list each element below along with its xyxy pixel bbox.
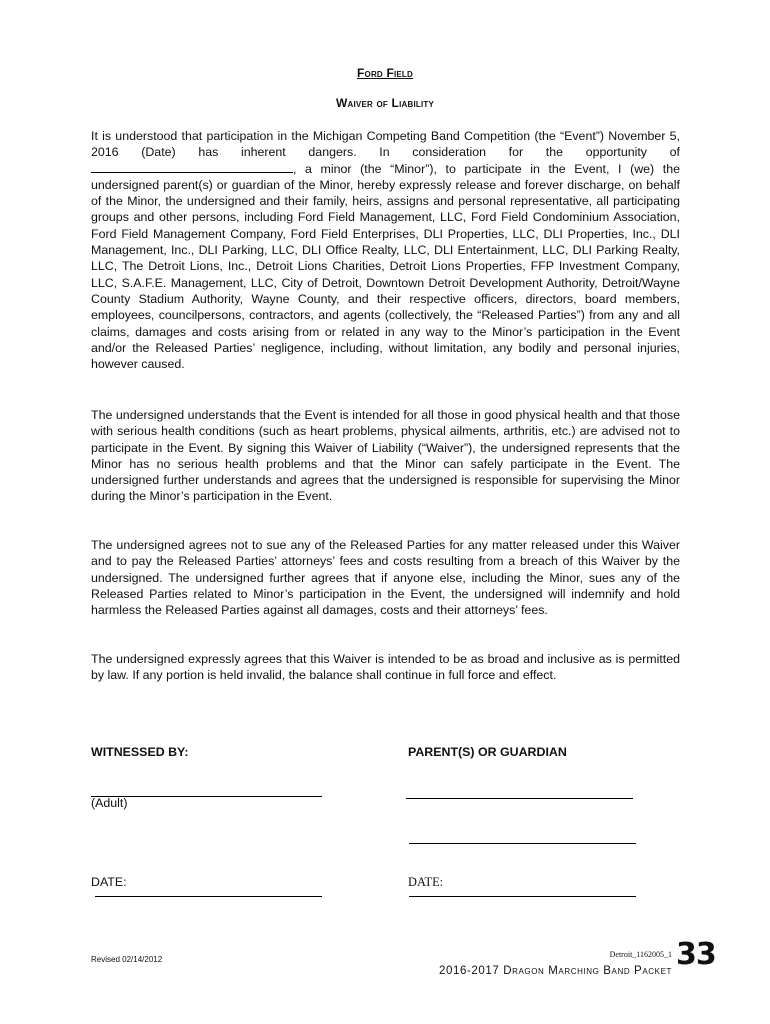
parent-signature-line-2[interactable] — [409, 843, 636, 844]
document-id: Detroit_1162005_1 — [609, 950, 672, 959]
witness-date-line[interactable] — [95, 896, 322, 897]
date-label-left: DATE: — [91, 875, 127, 889]
witness-heading: WITNESSED BY: — [91, 745, 189, 759]
parent-date-line[interactable] — [409, 896, 636, 897]
document-title: Ford Field — [357, 66, 413, 80]
document-subtitle: Waiver of Liability — [335, 96, 434, 110]
parent-heading: PARENT(S) OR GUARDIAN — [408, 745, 567, 759]
paragraph-release-body: , a minor (the “Minor”), to participate in the Event, I (we) the undersigned parent(s) or guardian of the Minor, hereby expressly release and forever discharge, on behalf of the Minor, the undersigned and their family, heirs, assigns and personal representative, all participating groups and other persons, including Ford Field Management, LLC, Ford Field Condominium Association, Ford Field Management Company, Ford Field Enterprises, DLI Properties, LLC, DLI Properties, Inc., DLI Management, Inc., DLI Parking, LLC, DLI Office Realty, LLC, DLI Entertainment, LLC, DLI Parking Realty, LLC, The Detroit Lions, Inc., Detroit Lions Charities, Detroit Lions Properties, FFP Investment Company, LLC, S.A.F.E. Management, LLC, City of Detroit, Downtown Detroit Development Authority, Detroit/Wayne County Stadium Authority, Wayne County, and their respective officers, directors, board members, employees, councilpersons, contractors, and agents (collectively, the “Released Parties”) from any and all claims, damages and costs arising from or related in any way to the Minor’s participation in the Event and/or the Released Parties’ negligence, including, without limitation, any bodily and personal injuries, however caused. — [91, 161, 680, 372]
packet-title: 2016-2017 Dragon Marching Band Packet — [439, 965, 672, 977]
paragraph-release — [91, 128, 680, 372]
minor-name-blank[interactable] — [91, 161, 293, 173]
paragraph-release-intro: It is understood that participation in the Michigan Competing Band Competition (the “Event”) November 5, 2016 (Date) has inherent dangers. In consideration for the opportunity of — [91, 129, 680, 160]
parent-signature-line-1[interactable] — [406, 798, 633, 799]
paragraph-severability: The undersigned expressly agrees that this Waiver is intended to be as broad and inclusive as is permitted by law. If any portion is held invalid, the balance shall continue in full force and effect. — [91, 652, 680, 683]
page-number: 33 — [676, 937, 716, 972]
paragraph-health: The undersigned understands that the Event is intended for all those in good physical health and that those with serious health conditions (such as heart problems, physical ailments, arthritis, etc.) are advised not to participate in the Event. By signing this Waiver of Liability (“Waiver”), the undersigned represents that the Minor has no serious health problems and that the Minor can safely participate in the Event. The undersigned further understands and agrees that the undersigned is responsible for supervising the Minor during the Minor’s participation in the Event. — [91, 408, 680, 504]
date-label-right: DATE: — [408, 875, 444, 889]
adult-label: (Adult) — [91, 796, 128, 810]
paragraph-indemnity: The undersigned agrees not to sue any of the Released Parties for any matter released under this Waiver and to pay the Released Parties’ attorneys’ fees and costs resulting from a breach of this Waiver by the undersigned. The undersigned further agrees that if anyone else, including the Minor, sues any of the Released Parties related to Minor’s participation in the Event, the undersigned will indemnify and hold harmless the Released Parties against all damages, costs and their attorneys’ fees. — [91, 538, 680, 618]
revised-date: Revised 02/14/2012 — [91, 955, 163, 964]
